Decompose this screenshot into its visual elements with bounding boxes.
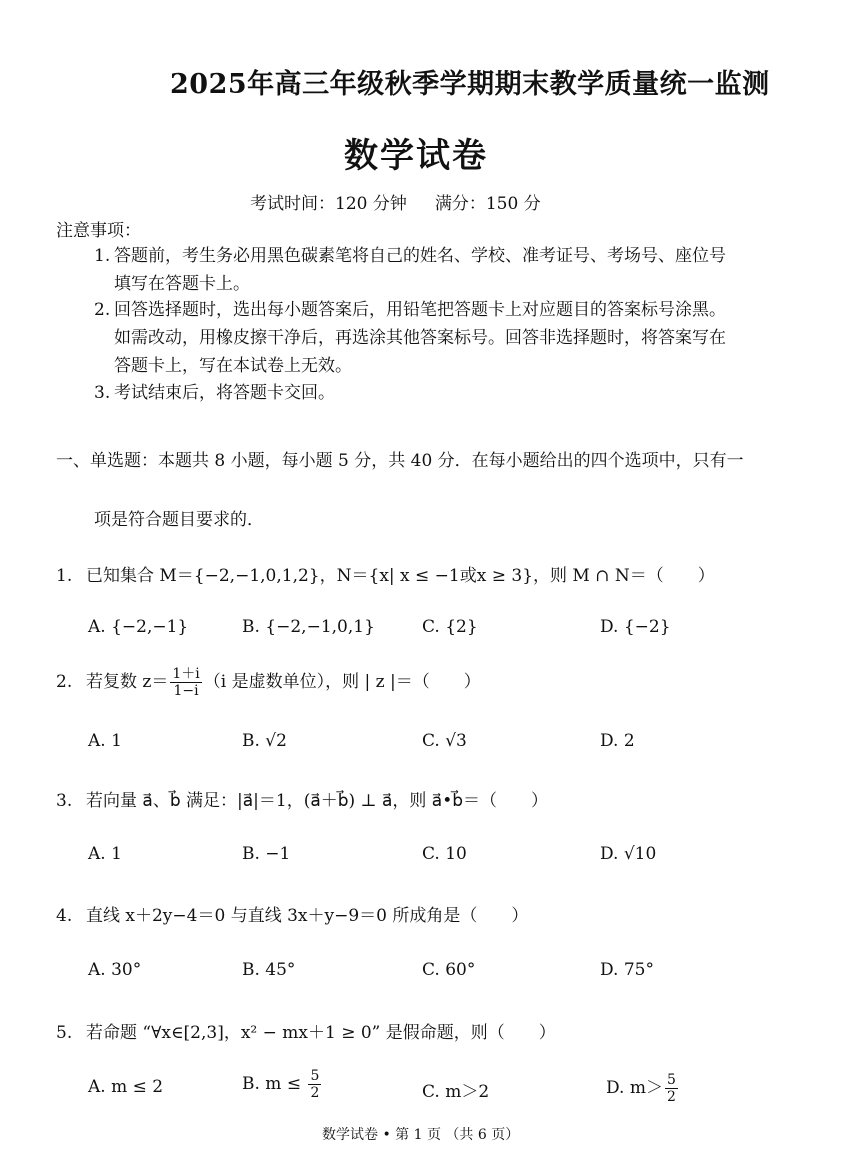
option-d [606, 1072, 680, 1105]
section-heading-cont: 项是符合题目要求的． [94, 510, 264, 530]
question-5 [56, 1018, 556, 1043]
option-b: B. −1 [242, 844, 291, 864]
fraction [170, 666, 201, 699]
note-text: 如需改动，用橡皮擦干净后，再选涂其他答案标号。回答非选择题时，将答案写在 [114, 328, 726, 348]
fraction-denominator: 1−i [173, 683, 199, 699]
question-stem: 若向量 a⃗、b⃗ 满足：|a⃗|＝1，(a⃗＋b⃗) ⊥ a⃗，则 a⃗•b⃗＝（ ） [86, 791, 549, 811]
option-b: B. √2 [242, 731, 287, 751]
note-item [94, 379, 335, 407]
option-d-text: D. m＞ [606, 1078, 663, 1098]
note-text: 考试结束后，将答题卡交回。 [114, 383, 335, 403]
question-1 [56, 561, 715, 586]
page-footer: 数学试卷 • 第 1 页 （共 6 页） [322, 1127, 520, 1143]
note-number: 2. [94, 300, 111, 320]
fraction-denominator: 2 [666, 1089, 676, 1105]
option-b [242, 1068, 323, 1101]
question-number: 5. [56, 1023, 73, 1043]
question-3 [56, 786, 548, 811]
question-stem: 若复数 z＝ [86, 672, 169, 692]
fraction-numerator: 5 [310, 1068, 320, 1084]
question-stem: （i 是虚数单位），则 | z |＝（ ） [203, 672, 481, 692]
note-item [94, 242, 726, 298]
question-stem: 已知集合 M＝{−2,−1,0,1,2}，N＝{x| x ≤ −1或x ≥ 3}，则 M ∩ N＝（ ） [86, 566, 715, 586]
option-b: B. 45° [242, 960, 296, 980]
note-number: 3. [94, 383, 111, 403]
section-heading: 一、单选题：本题共 8 小题，每小题 5 分，共 40 分．在每小题给出的四个选项中，只有一 [56, 451, 744, 471]
fraction-denominator: 2 [310, 1085, 320, 1101]
question-2 [56, 666, 481, 699]
note-text: 填写在答题卡上。 [114, 274, 250, 294]
option-d: D. {−2} [600, 617, 671, 637]
note-number: 1. [94, 246, 111, 266]
fraction-numerator: 1＋i [172, 666, 200, 682]
option-c: C. {2} [422, 617, 478, 637]
note-text: 答题前，考生务必用黑色碳素笔将自己的姓名、学校、准考证号、考场号、座位号 [114, 246, 726, 266]
fraction [308, 1068, 321, 1101]
note-text: 答题卡上，写在本试卷上无效。 [114, 356, 352, 376]
exam-title: 2025年高三年级秋季学期期末教学质量统一监测 [170, 69, 770, 100]
exam-subject: 数学试卷 [344, 136, 488, 176]
option-b-text: B. m ≤ [242, 1074, 307, 1094]
option-a: A. 1 [88, 844, 122, 864]
question-number: 2. [56, 672, 73, 692]
question-stem: 若命题 “∀x∈[2,3]，x² − mx＋1 ≥ 0” 是假命题，则（ ） [86, 1023, 556, 1043]
fraction [665, 1072, 678, 1105]
note-item [94, 296, 726, 380]
fraction-numerator: 5 [666, 1072, 676, 1088]
note-text: 回答选择题时，选出每小题答案后，用铅笔把答题卡上对应题目的答案标号涂黑。 [114, 300, 726, 320]
notes-heading: 注意事项： [56, 221, 141, 241]
option-c: C. 10 [422, 844, 467, 864]
option-d: D. √10 [600, 844, 657, 864]
question-number: 3. [56, 791, 73, 811]
question-4 [56, 901, 528, 926]
option-b: B. {−2,−1,0,1} [242, 617, 375, 637]
option-a: A. 1 [88, 731, 122, 751]
question-number: 4. [56, 906, 73, 926]
exam-score: 满分：150 分 [434, 194, 541, 214]
option-c: C. 60° [422, 960, 476, 980]
option-a: A. m ≤ 2 [88, 1077, 164, 1097]
option-a: A. {−2,−1} [88, 617, 189, 637]
exam-info [250, 189, 541, 214]
option-d: D. 75° [600, 960, 654, 980]
question-stem: 直线 x＋2y−4＝0 与直线 3x＋y−9＝0 所成角是（ ） [86, 906, 529, 926]
exam-time: 考试时间：120 分钟 [250, 194, 407, 214]
option-d: D. 2 [600, 731, 635, 751]
option-a: A. 30° [88, 960, 142, 980]
option-c: C. √3 [422, 731, 467, 751]
question-number: 1. [56, 566, 73, 586]
option-c: C. m＞2 [422, 1082, 490, 1102]
